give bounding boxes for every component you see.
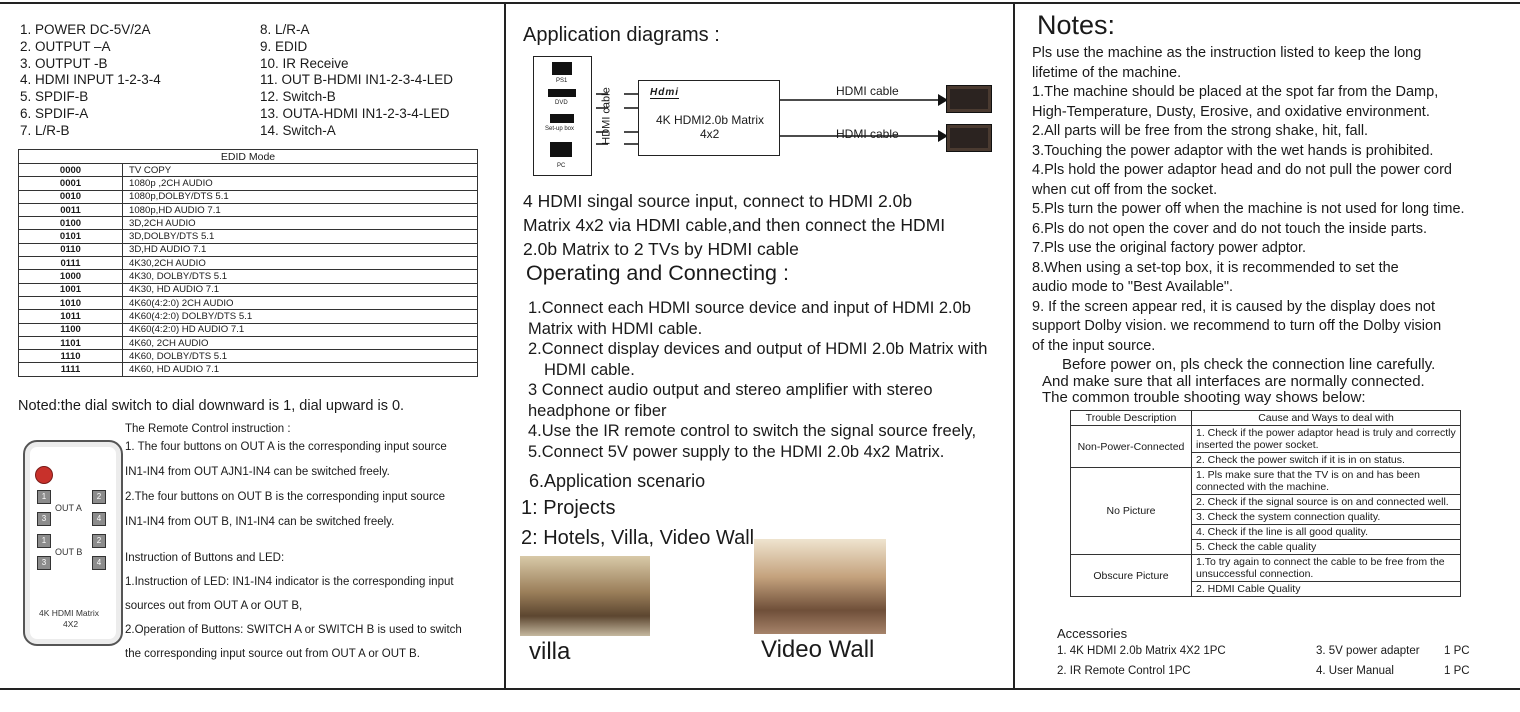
remote-btn-a3: 3 [37, 512, 51, 526]
remote-instruction-line: 1. The four buttons on OUT A is the corresponding input source [125, 441, 447, 453]
edid-mode: 1080p ,2CH AUDIO [123, 177, 478, 190]
hdmi-logo-icon: Hdmi [650, 87, 679, 98]
edid-code: 1101 [19, 336, 123, 349]
scenario-title: 6.Application scenario [529, 471, 706, 491]
note-line: support Dolby vision. we recommend to turn off the Dolby vision [1032, 318, 1442, 334]
trouble-group: Obscure Picture [1071, 555, 1192, 597]
cause-item: 1.To try again to connect the cable to be free from the unsuccessful connection. [1192, 555, 1461, 582]
edid-code: 0101 [19, 230, 123, 243]
step-line: 2.Connect display devices and output of HDMI 2.0b Matrix with [528, 340, 988, 358]
matrix-label: 4K HDMI2.0b Matrix [656, 113, 765, 127]
remote-control-image [23, 440, 123, 646]
table-row [1071, 555, 1461, 582]
edid-code: 0000 [19, 164, 123, 177]
edid-mode: 4K60(4:2:0) 2CH AUDIO [123, 296, 478, 309]
edid-mode: 3D,DOLBY/DTS 5.1 [123, 230, 478, 243]
edid-mode: 4K30,2CH AUDIO [123, 257, 478, 270]
accessory-item: 3. 5V power adapter [1316, 645, 1420, 657]
check-line: And make sure that all interfaces are normally connected. [1042, 373, 1425, 390]
edid-code: 1111 [19, 363, 123, 376]
villa-photo [520, 556, 650, 636]
table-row [19, 296, 478, 309]
scenario-projects: 1: Projects [521, 497, 616, 519]
notes-title: Notes: [1037, 10, 1116, 40]
edid-code: 0010 [19, 190, 123, 203]
table-row [1071, 426, 1461, 453]
ps-icon [552, 62, 572, 75]
edid-mode: 4K30, DOLBY/DTS 5.1 [123, 270, 478, 283]
edid-mode: 4K60(4:2:0) HD AUDIO 7.1 [123, 323, 478, 336]
port-list-right [260, 22, 453, 140]
desc-line: 4 HDMI singal source input, connect to HDMI 2.0b [523, 191, 913, 211]
remote-instruction-line: 1.Instruction of LED: IN1-IN4 indicator is the corresponding input [125, 576, 454, 588]
port-item: 6. SPDIF-A [20, 105, 89, 121]
remote-instruction-line: IN1-IN4 from OUT B, IN1-IN4 can be switched freely. [125, 516, 395, 528]
check-line: The common trouble shooting way shows below: [1042, 389, 1366, 406]
table-row [19, 336, 478, 349]
notes-list [1032, 44, 1512, 356]
table-row [19, 203, 478, 216]
remote-btn-b4: 4 [92, 556, 106, 570]
remote-btn-b1: 1 [37, 534, 51, 548]
check-line: Before power on, pls check the connection line carefully. [1062, 356, 1436, 373]
pc-icon [550, 142, 572, 157]
edid-code: 1000 [19, 270, 123, 283]
settop-box-icon [550, 114, 574, 123]
edid-mode: 4K60, DOLBY/DTS 5.1 [123, 350, 478, 363]
trouble-header: Trouble Description [1071, 411, 1192, 426]
dial-note: Noted:the dial switch to dial downward is 1, dial upward is 0. [18, 398, 405, 414]
divider-left [504, 4, 506, 688]
edid-mode: 3D,HD AUDIO 7.1 [123, 243, 478, 256]
port-item: 1. POWER DC-5V/2A [20, 22, 151, 37]
note-line: lifetime of the machine. [1032, 64, 1182, 81]
edid-code: 1010 [19, 296, 123, 309]
hdmi-cable-vertical-label: HDMI cable [600, 87, 613, 145]
port-item: 13. OUTA-HDMI IN1-2-3-4-LED [260, 105, 450, 121]
edid-header: EDID Mode [19, 150, 478, 164]
port-item: 12. Switch-B [260, 89, 336, 105]
port-item: 2. OUTPUT –A [20, 38, 111, 54]
app-description [523, 189, 945, 261]
remote-instruction-line: the corresponding input source out from OUT A or OUT B. [125, 648, 420, 660]
led-instruction-title: Instruction of Buttons and LED: [125, 552, 285, 564]
remote-btn-a4: 4 [92, 512, 106, 526]
cause-item: 1. Pls make sure that the TV is on and has been connected with the machine. [1192, 468, 1461, 495]
note-line: High-Temperature, Dusty, Erosive, and oxidative environment. [1032, 103, 1430, 120]
accessories-title: Accessories [1057, 626, 1128, 641]
app-diagram-title: Application diagrams : [523, 24, 720, 46]
note-line: 9. If the screen appear red, it is caused by the display does not [1032, 298, 1436, 315]
note-line: 1.The machine should be placed at the spot far from the Damp, [1032, 84, 1439, 100]
remote-instruction-title: The Remote Control instruction : [125, 423, 291, 435]
remote-btn-a1: 1 [37, 490, 51, 504]
port-item: 10. IR Receive [260, 55, 349, 71]
bottom-border [0, 688, 1520, 690]
table-row [1071, 411, 1461, 426]
accessory-item: 1. 4K HDMI 2.0b Matrix 4X2 1PC [1057, 645, 1226, 657]
edid-code: 1100 [19, 323, 123, 336]
matrix-label-2: 4x2 [700, 127, 720, 141]
port-list-left [20, 22, 161, 140]
divider-right [1013, 4, 1015, 688]
trouble-table [1070, 410, 1461, 597]
desc-line: 2.0b Matrix to 2 TVs by HDMI cable [523, 239, 799, 259]
step-line: 1.Connect each HDMI source device and input of HDMI 2.0b [528, 299, 971, 317]
tv-icon [946, 124, 992, 152]
edid-code: 1011 [19, 310, 123, 323]
note-line: 5.Pls turn the power off when the machine is not used for long time. [1032, 201, 1465, 217]
port-item: 3. OUTPUT -B [20, 55, 108, 71]
note-line: 7.Pls use the original factory power adptor. [1032, 240, 1307, 256]
note-line: when cut off from the socket. [1032, 181, 1218, 198]
table-row [19, 257, 478, 270]
accessory-item: 2. IR Remote Control 1PC [1057, 665, 1191, 677]
step-line: Matrix with HDMI cable. [528, 319, 703, 338]
edid-mode: 4K30, HD AUDIO 7.1 [123, 283, 478, 296]
port-item: 8. L/R-A [260, 22, 310, 37]
table-row [19, 283, 478, 296]
remote-instruction-line: IN1-IN4 from OUT AJN1-IN4 can be switched freely. [125, 466, 390, 478]
step-line: 3 Connect audio output and stereo amplifier with stereo [528, 381, 933, 399]
edid-mode: 1080p,HD AUDIO 7.1 [123, 203, 478, 216]
edid-code: 0011 [19, 203, 123, 216]
villa-caption: villa [529, 638, 571, 665]
table-row [19, 217, 478, 230]
port-item: 7. L/R-B [20, 122, 70, 138]
remote-btn-b2: 2 [92, 534, 106, 548]
note-line: 6.Pls do not open the cover and do not touch the inside parts. [1032, 220, 1427, 237]
step-line: headphone or fiber [528, 401, 667, 420]
table-row [19, 164, 478, 177]
port-item: 5. SPDIF-B [20, 89, 89, 105]
remote-model-label-2: 4X2 [63, 619, 79, 629]
edid-mode: 4K60, 2CH AUDIO [123, 336, 478, 349]
edid-mode: 4K60(4:2:0) DOLBY/DTS 5.1 [123, 310, 478, 323]
note-line: 4.Pls hold the power adaptor head and do not pull the power cord [1032, 162, 1452, 178]
port-item: 14. Switch-A [260, 122, 336, 138]
cause-item: 1. Check if the power adaptor head is truly and correctly inserted the power socket. [1192, 426, 1461, 453]
remote-instruction-line: 2.Operation of Buttons: SWITCH A or SWITCH B is used to switch [125, 624, 462, 636]
edid-mode: TV COPY [123, 164, 478, 177]
cause-item: 4. Check if the line is all good quality. [1192, 525, 1461, 540]
port-item: 4. HDMI INPUT 1-2-3-4 [20, 72, 161, 88]
trouble-group: No Picture [1071, 468, 1192, 555]
top-border [0, 2, 1520, 4]
remote-instruction-line: 2.The four buttons on OUT B is the corresponding input source [125, 491, 446, 503]
source-label: DVD [555, 100, 568, 106]
edid-code: 1001 [19, 283, 123, 296]
edid-code: 0111 [19, 257, 123, 270]
cause-item: 5. Check the cable quality [1192, 540, 1461, 555]
table-row [19, 323, 478, 336]
accessory-qty: 1 PC [1444, 645, 1470, 657]
edid-mode: 4K60, HD AUDIO 7.1 [123, 363, 478, 376]
edid-mode: 3D,2CH AUDIO [123, 217, 478, 230]
step-line: 4.Use the IR remote control to switch the signal source freely, [528, 422, 977, 440]
hdmi-cable-label: HDMI cable [836, 84, 899, 98]
remote-model-label: 4K HDMI Matrix [39, 608, 99, 618]
note-line: 2.All parts will be free from the strong shake, hit, fall. [1032, 123, 1369, 139]
hdmi-cable-label: HDMI cable [836, 127, 899, 141]
edid-mode: 1080p,DOLBY/DTS 5.1 [123, 190, 478, 203]
table-row [19, 350, 478, 363]
remote-btn-a2: 2 [92, 490, 106, 504]
source-label: PS1 [556, 78, 568, 84]
accessory-item: 4. User Manual [1316, 665, 1394, 677]
table-row [1071, 468, 1461, 495]
table-row [19, 363, 478, 376]
remote-out-a-label: OUT A [55, 503, 82, 513]
table-row [19, 310, 478, 323]
table-row [19, 270, 478, 283]
source-label: Set-up box [545, 126, 575, 132]
note-line: of the input source. [1032, 337, 1156, 354]
cause-header: Cause and Ways to deal with [1192, 411, 1461, 426]
table-row [19, 190, 478, 203]
source-label: PC [557, 163, 566, 169]
cause-item: 3. Check the system connection quality. [1192, 510, 1461, 525]
note-line: audio mode to "Best Available". [1032, 279, 1234, 295]
accessory-qty: 1 PC [1444, 665, 1470, 677]
video-wall-photo [754, 539, 886, 634]
dvd-icon [548, 89, 576, 97]
cause-item: 2. Check the power switch if it is in on status. [1192, 453, 1461, 468]
step-line: 5.Connect 5V power supply to the HDMI 2.0b 4x2 Matrix. [528, 442, 945, 461]
operating-title: Operating and Connecting : [526, 261, 789, 285]
tv-icon [946, 85, 992, 113]
port-item: 9. EDID [260, 38, 308, 54]
edid-code: 0001 [19, 177, 123, 190]
power-button-icon [35, 466, 53, 484]
scenario-hotels: 2: Hotels, Villa, Video Wall [521, 527, 755, 549]
trouble-group: Non-Power-Connected [1071, 426, 1192, 468]
cause-item: 2. HDMI Cable Quality [1192, 582, 1461, 597]
step-line: HDMI cable. [544, 360, 635, 379]
edid-table [18, 149, 478, 377]
table-row [19, 243, 478, 256]
edid-code: 1110 [19, 350, 123, 363]
table-row [19, 230, 478, 243]
edid-code: 0110 [19, 243, 123, 256]
table-row [19, 177, 478, 190]
note-line: 8.When using a set-top box, it is recommended to set the [1032, 259, 1399, 276]
note-line: 3.Touching the power adaptor with the wet hands is prohibited. [1032, 142, 1434, 159]
operating-steps [528, 298, 987, 462]
edid-code: 0100 [19, 217, 123, 230]
video-wall-caption: Video Wall [761, 636, 875, 663]
remote-out-b-label: OUT B [55, 547, 83, 557]
note-line: Pls use the machine as the instruction listed to keep the long [1032, 45, 1422, 61]
cause-item: 2. Check if the signal source is on and connected well. [1192, 495, 1461, 510]
desc-line: Matrix 4x2 via HDMI cable,and then connect the HDMI [523, 215, 946, 235]
remote-btn-b3: 3 [37, 556, 51, 570]
port-item: 11. OUT B-HDMI IN1-2-3-4-LED [260, 72, 454, 88]
remote-instruction-line: sources out from OUT A or OUT B, [125, 600, 303, 612]
